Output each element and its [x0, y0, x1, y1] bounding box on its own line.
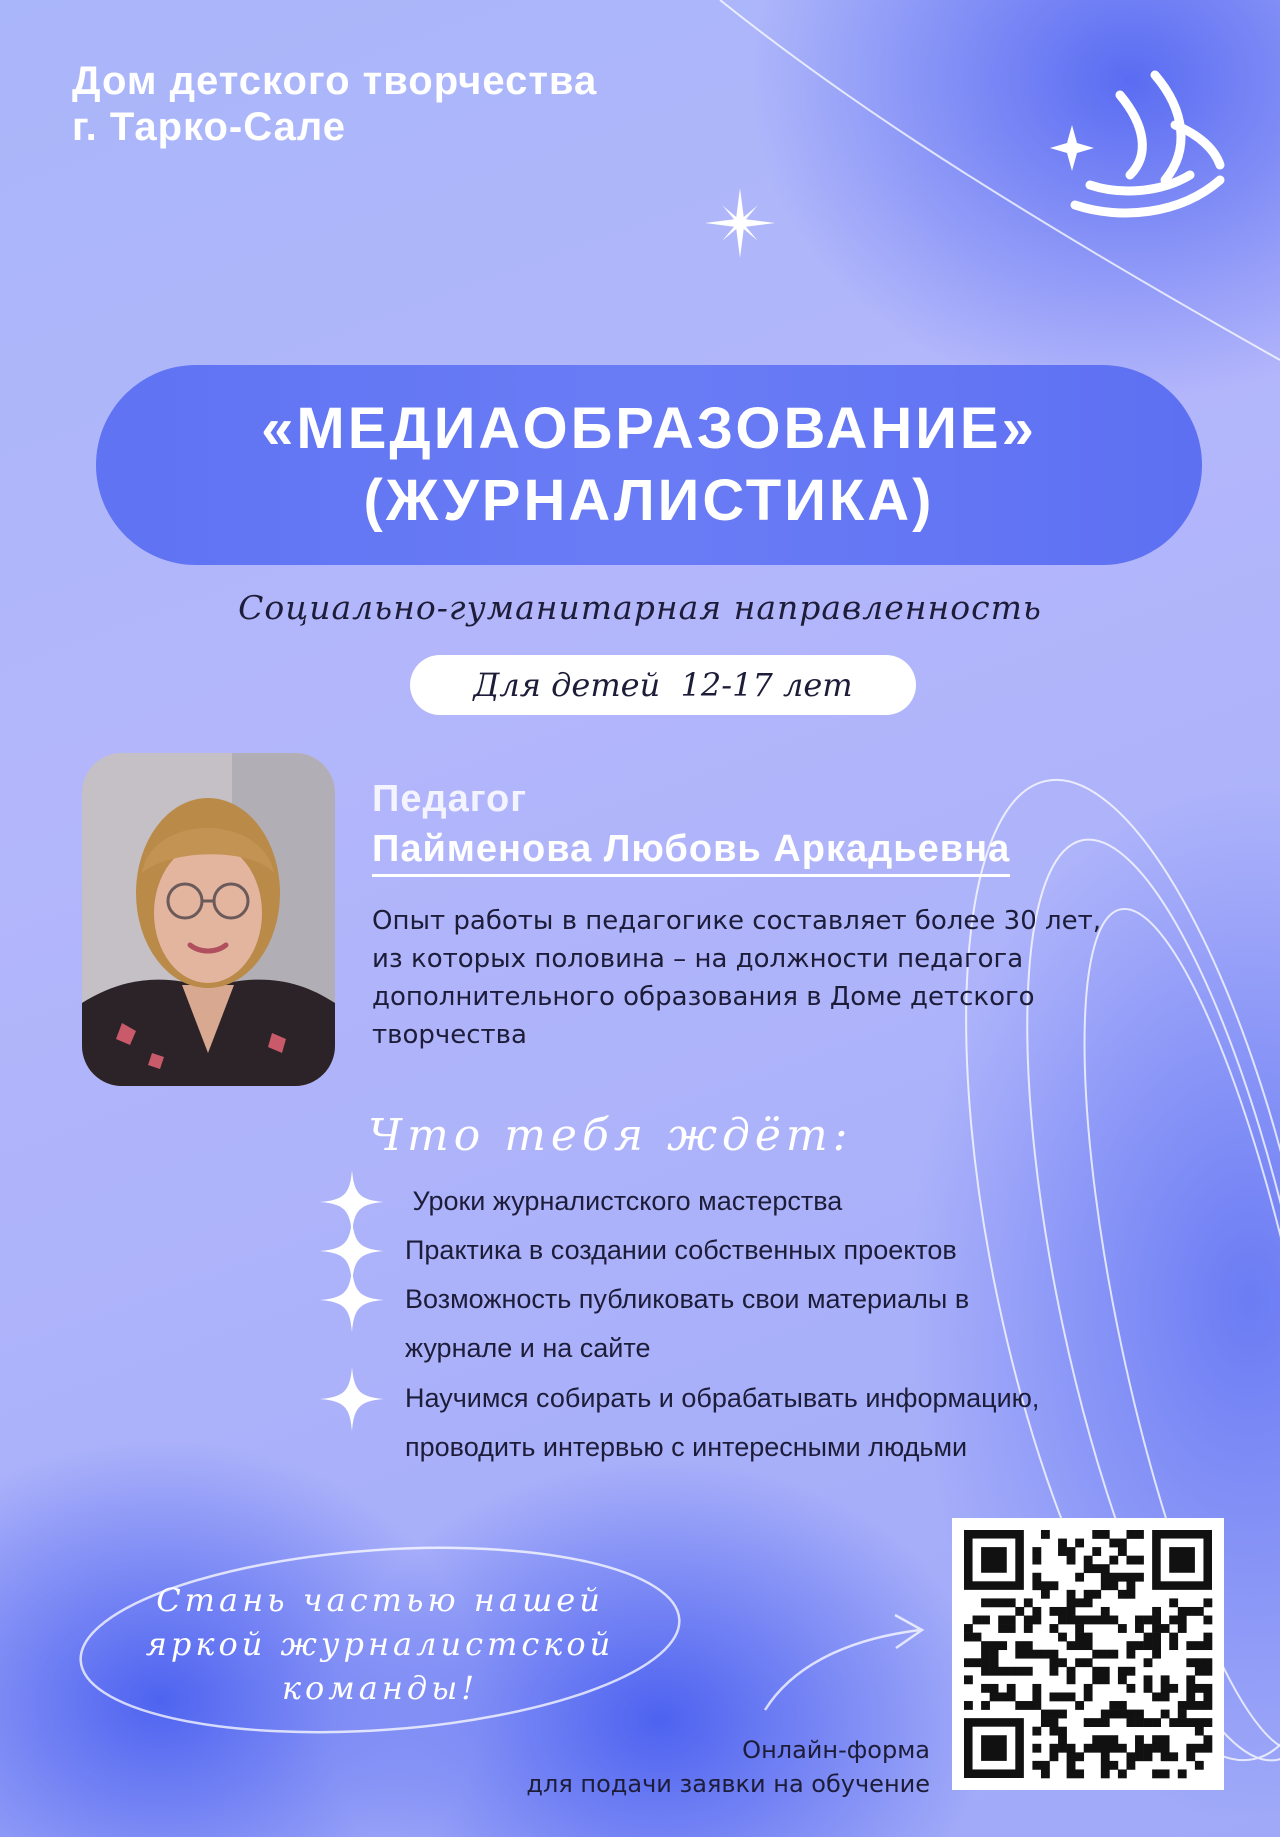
benefit-item-continued: журнале и на сайте [405, 1333, 651, 1363]
age-text: Для детей 12-17 лет [473, 666, 853, 704]
organization-city: г. Тарко-Сале [72, 105, 346, 149]
age-badge [410, 655, 916, 715]
program-title: «МЕДИАОБРАЗОВАНИЕ» [261, 396, 1037, 461]
organization-title [72, 58, 832, 150]
form-caption [526, 1733, 930, 1801]
teacher-portrait-illustration [82, 753, 335, 1086]
benefit-item-continued: проводить интервью с интересными людьми [405, 1432, 968, 1462]
teacher-bio-line: дополнительного образования в Доме детского [372, 982, 1035, 1012]
teacher-bio-line: творчества [372, 1020, 527, 1050]
form-caption-description: для подачи заявки на обучение [526, 1770, 930, 1798]
cta-line: команды! [281, 1669, 479, 1707]
benefits-title: Что тебя ждёт: [368, 1110, 853, 1161]
sparkle-bullet-icon [320, 1367, 384, 1431]
qr-code-pattern [952, 1518, 1224, 1790]
benefit-item: Возможность публиковать свои материалы в [405, 1284, 970, 1314]
teacher-bio-line: Опыт работы в педагогике составляет более 30 лет, [372, 906, 1102, 936]
teacher-bio [372, 902, 1202, 1054]
benefit-item: Практика в создании собственных проектов [405, 1235, 957, 1265]
sailboat-logo-icon [1050, 55, 1240, 235]
call-to-action [120, 1578, 640, 1710]
benefit-item: Уроки журналистского мастерства [405, 1186, 843, 1216]
teacher-photo [82, 753, 335, 1086]
cta-line: Стань частью нашей [156, 1581, 604, 1619]
qr-code[interactable] [952, 1518, 1224, 1790]
teacher-name: Пайменова Любовь Аркадьевна [372, 826, 1010, 877]
organization-name: Дом детского творчества [72, 59, 598, 103]
sparkle-icon [705, 188, 775, 258]
program-title-banner [96, 365, 1202, 565]
teacher-role: Педагог [372, 778, 528, 820]
cta-line: яркой журналистской [145, 1625, 615, 1663]
program-direction: Социально-гуманитарная направленность [238, 588, 1042, 627]
benefit-item: Научимся собирать и обрабатывать информацию, [405, 1383, 1040, 1413]
teacher-bio-line: из которых половина – на должности педагога [372, 944, 1024, 974]
form-caption-title: Онлайн-форма [742, 1736, 930, 1764]
program-subtitle: (ЖУРНАЛИСТИКА) [363, 468, 935, 533]
sparkle-bullet-icon [320, 1268, 384, 1332]
